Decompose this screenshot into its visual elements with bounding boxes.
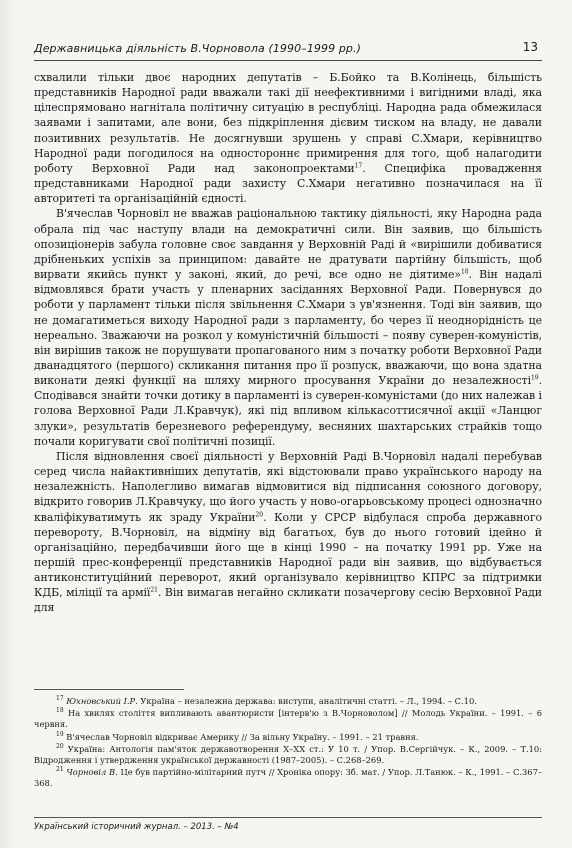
footnote-number: 18 xyxy=(56,707,64,715)
footnote xyxy=(34,732,542,743)
footnote-ref: 19 xyxy=(531,374,539,382)
footnote-text: Україна: Антологія пам'яток державотворення Х–ХХ ст.: У 10 т. / Упор. В.Сергійчук. – К., 2009. – Т.10: Відродження і утвердження української державності (1987–2005). – С.268–269. xyxy=(34,743,542,766)
running-header xyxy=(34,38,542,61)
footnote-author: Юхновський І.Р. xyxy=(66,696,138,706)
footnote-text: Україна – незалежна держава: виступи, аналітичні статті. – Л., 1994. – С.10. xyxy=(137,696,477,706)
footnote xyxy=(34,696,542,707)
footnote-ref: 18 xyxy=(460,268,469,276)
footnote-text: На хвилях століття випливають авантюристи [інтерв'ю з В.Чорноволом] // Молодь України. – 1991. – 6 червня. xyxy=(34,708,542,730)
footnote xyxy=(34,708,542,730)
paragraph-text: . Специфіка провадження представниками Народної ради захисту С.Хмари негативно позначилася на її авторитеті та організаційній єдності. xyxy=(34,161,543,206)
footnote-number: 20 xyxy=(56,743,64,751)
footnote-number: 19 xyxy=(56,730,64,738)
footnote-author: Чорновіл В. xyxy=(66,767,118,778)
page-number: 13 xyxy=(522,40,538,54)
footnote xyxy=(34,767,542,789)
paragraph-text: . Він надалі відмовлявся брати участь у пленарних засіданнях Верховної Ради. Повернувся до роботи у парламент тільки після звільнення С.Хмари з ув'язнення. Тоді він заявив, що не домагатиметься виходу Народної ради з парламенту, бо через її неоднорідність це нереально. Зважаючи на розкол у комуністичній більшості – появу суверен-комуністів, він вирішив також не порушувати пропагованого ним з початку роботи Верховної Ради дванадцятого (першого) скликання питання про її розпуск, вважаючи, що вона здатна виконати деякі функції на шляху мирного просування України до незалежності xyxy=(34,268,542,388)
footnote-number: 17 xyxy=(56,695,64,703)
footnotes xyxy=(34,696,542,791)
article-body xyxy=(34,70,542,616)
footnote-number: 21 xyxy=(56,766,64,774)
paragraph-text: Після відновлення своєї діяльності у Верховній Раді В.Чорновіл надалі перебував серед числа найактивніших депутатів, які відстоювали право українського народу на незалежність. Наполегливо вимагав відмовитися від підписання союзного договору, відкрито говорив Л.Кравчуку, що його участь у ново-огарьовському процесі однозначно кваліфікуватимуть як зраду України xyxy=(34,449,542,524)
footnote-ref: 17 xyxy=(354,162,363,170)
running-title: Державницька діяльність В.Чорновола (1990–1999 рр.) xyxy=(34,42,361,55)
paragraph-text: В'ячеслав Чорновіл не вважав раціональною тактику діяльності, яку Народна рада обрала під час наступу влади на демократичні сили. Він заявив, що більшість опозиціонерів забула головне своє завдання у Верховній Раді й «вирішили добиватися дрібненьких успіхів за принципом: давайте не дратувати партійну більшість, щоб вирвати якийсь пункт у законі, який, до речі, все одно не діятиме» xyxy=(34,207,542,282)
paragraph xyxy=(34,449,542,616)
footer-divider xyxy=(34,817,542,818)
paragraph-text: . Він вимагав негайно скликати позачергову сесію Верховної Ради для xyxy=(34,586,543,615)
footnote-ref: 20 xyxy=(255,510,264,518)
paragraph xyxy=(34,70,542,206)
paragraph-text: . Коли у СРСР відбулася спроба державного перевороту, В.Чорновіл, на відміну від багатьох, був до нього готовий ідейно й організаційно, передбачивши його ще в кінці 1990 – на початку 1991 рр. Уже на першій прес-конференції представників Народної ради він заявив, що відбувається антиконституційний переворот, який організувало керівництво КПРС за підтримки КДБ, міліції та армії xyxy=(34,510,542,600)
journal-footer: Український історичний журнал. – 2013. – №4 xyxy=(34,822,239,832)
footnote-divider xyxy=(34,689,184,690)
footnote-ref: 21 xyxy=(150,586,158,594)
paragraph xyxy=(34,206,542,449)
paragraph-text: . Сподівався знайти точки дотику в парламенті із суверен-комуністами (до них належав і голова Верховної Ради Л.Кравчук), які під впливом кількасоттисячної акції «Ланцюг злуки», результатів березневого референдуму, весняних шахтарських страйків тощо почали коригувати свої політичні позиції. xyxy=(34,374,542,448)
paragraph-text: схвалили тільки двоє народних депутатів – Б.Бойко та В.Колінець, більшість представників Народної ради вважали такі дії неефективними і вигідними владі, яка цілеспрямовано нагнітала політичну ситуацію в республіці. Народна рада обмежилася заявами і запитами, але вони, без підкріплення дієвим тиском на владу, не давали позитивних результатів. Не досягнувши зрушень у справі С.Хмари, керівництво Народної ради погодилося на одностороннє примирення для того, щоб налагодити роботу Верховної Ради над законопроектами xyxy=(34,71,542,175)
footnote xyxy=(34,744,542,766)
footnote-text: В'ячеслав Чорновіл відкриває Америку // За вільну Україну. – 1991. – 21 травня. xyxy=(66,731,419,742)
footnote-text: Це був партійно-мілітарний путч // Хроніка опору: Зб. мат. / Упор. Л.Танюк. – К., 1991. – С.367–368. xyxy=(34,767,542,789)
